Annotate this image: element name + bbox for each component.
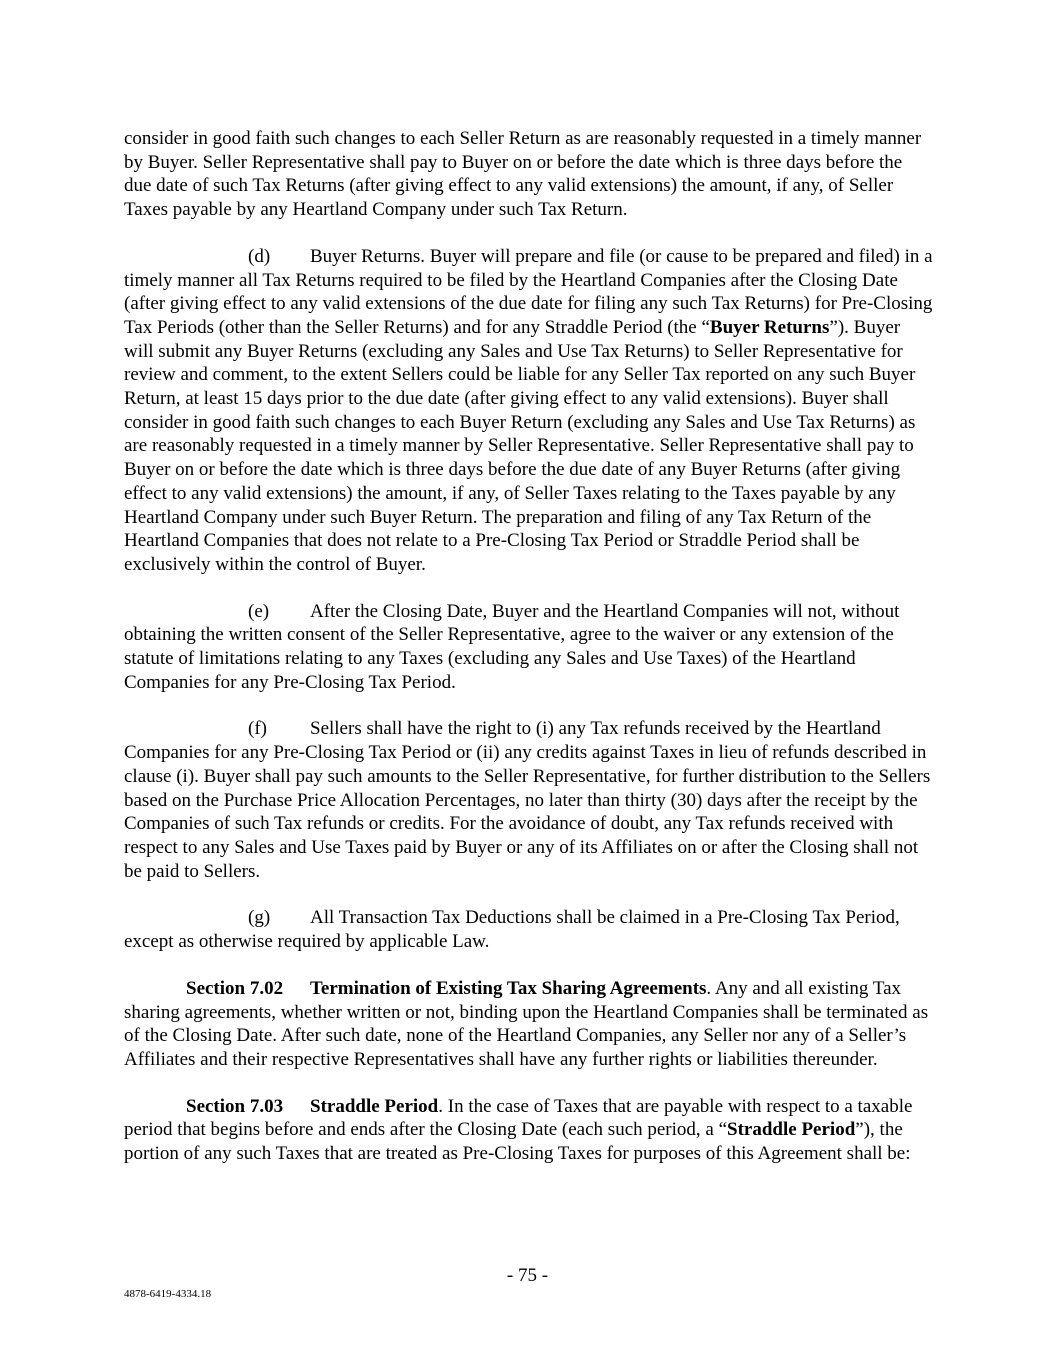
paragraph-g-text: All Transaction Tax Deductions shall be claimed in a Pre-Closing Tax Period, except as otherwise required by applicable Law. — [124, 907, 900, 953]
section-7-02-number: Section 7.02 — [186, 977, 284, 999]
section-7-03-number: Section 7.03 — [186, 1095, 284, 1117]
page-number: - 75 - — [506, 1265, 549, 1286]
paragraph-d — [124, 245, 934, 577]
paragraph-f — [124, 717, 934, 883]
paragraph-d-text-2: ”). Buyer will submit any Buyer Returns (excluding any Sales and Use Tax Returns) to Seller Representative for review and comment, to the extent Sellers could be liable for any Seller Tax reported on any such Buyer Return, at least 15 days prior to the due date (after giving effect to any valid extensions). Buyer shall consider in good faith such changes to each Buyer Return (excluding any Sales and Use Tax Returns) as are reasonably requested in a timely manner by Seller Representative. Seller Representative shall pay to Buyer on or before the date which is three days before the due date of any Buyer Returns (after giving effect to any valid extensions) the amount, if any, of Seller Taxes relating to the Taxes payable by any Heartland Company under such Buyer Return. The preparation and filing of any Tax Return of the Heartland Companies that does not relate to a Pre-Closing Tax Period or Straddle Period shall be exclusively within the control of Buyer. — [124, 316, 916, 575]
section-7-03-title: Straddle Period — [310, 1095, 439, 1117]
section-7-03-text-1: . In the case of Taxes that are payable with respect to a taxable period that begins before and ends after the Closing Date (each such period, a “ — [124, 1095, 913, 1141]
paragraph-g-label: (g) — [248, 907, 271, 929]
paragraph-f-label: (f) — [248, 718, 267, 740]
section-7-02 — [124, 977, 934, 1072]
paragraph-intro — [124, 127, 934, 222]
section-7-03 — [124, 1095, 934, 1166]
section-7-02-text: . Any and all existing Tax sharing agreements, whether written or not, binding upon the Heartland Companies shall be terminated as of the Closing Date. After such date, none of the Heartland Companies, any Seller nor any of a Seller’s Affiliates and their respective Representatives shall have any further rights or liabilities thereunder. — [124, 977, 929, 1070]
straddle-period-term: Straddle Period — [727, 1119, 856, 1141]
paragraph-d-text-1: Buyer Returns. Buyer will prepare and file (or cause to be prepared and filed) in a timely manner all Tax Returns required to be filed by the Heartland Companies after the Closing Date (after giving effect to any valid extensions of the due date for filing any such Tax Returns) for Pre-Closing Tax Periods (other than the Seller Returns) and for any Straddle Period (the “ — [124, 245, 933, 338]
paragraph-e-label: (e) — [248, 600, 270, 622]
paragraph-f-text: Sellers shall have the right to (i) any Tax refunds received by the Heartland Companies for any Pre-Closing Tax Period or (ii) any credits against Taxes in lieu of refunds described in clause (i). Buyer shall pay such amounts to the Seller Representative, for further distribution to the Sellers based on the Purchase Price Allocation Percentages, no later than thirty (30) days after the receipt by the Companies of such Tax refunds or credits. For the avoidance of doubt, any Tax refunds received with respect to any Sales and Use Taxes paid by Buyer or any of its Affiliates on or after the Closing shall not be paid to Sellers. — [124, 718, 931, 882]
document-id: 4878-6419-4334.18 — [124, 1288, 212, 1300]
buyer-returns-term: Buyer Returns — [709, 316, 830, 338]
paragraph-d-label: (d) — [248, 245, 271, 267]
paragraph-intro-text: consider in good faith such changes to each Seller Return as are reasonably requested in a timely manner by Buyer. Seller Representative shall pay to Buyer on or before the date which is three days before the due date of such Tax Returns (after giving effect to any valid extensions) the amount, if any, of Seller Taxes payable by any Heartland Company under such Tax Return. — [124, 128, 922, 221]
section-7-03-text-2: ”), the portion of any such Taxes that are treated as Pre-Closing Taxes for purposes of this Agreement shall be: — [124, 1119, 911, 1165]
document-body — [124, 127, 934, 1189]
paragraph-e — [124, 600, 934, 695]
paragraph-e-text: After the Closing Date, Buyer and the Heartland Companies will not, without obtaining the written consent of the Seller Representative, agree to the waiver or any extension of the statute of limitations relating to any Taxes (excluding any Sales and Use Taxes) of the Heartland Companies for any Pre-Closing Tax Period. — [124, 600, 900, 693]
section-7-02-title: Termination of Existing Tax Sharing Agreements — [310, 977, 707, 999]
paragraph-g — [124, 906, 934, 953]
